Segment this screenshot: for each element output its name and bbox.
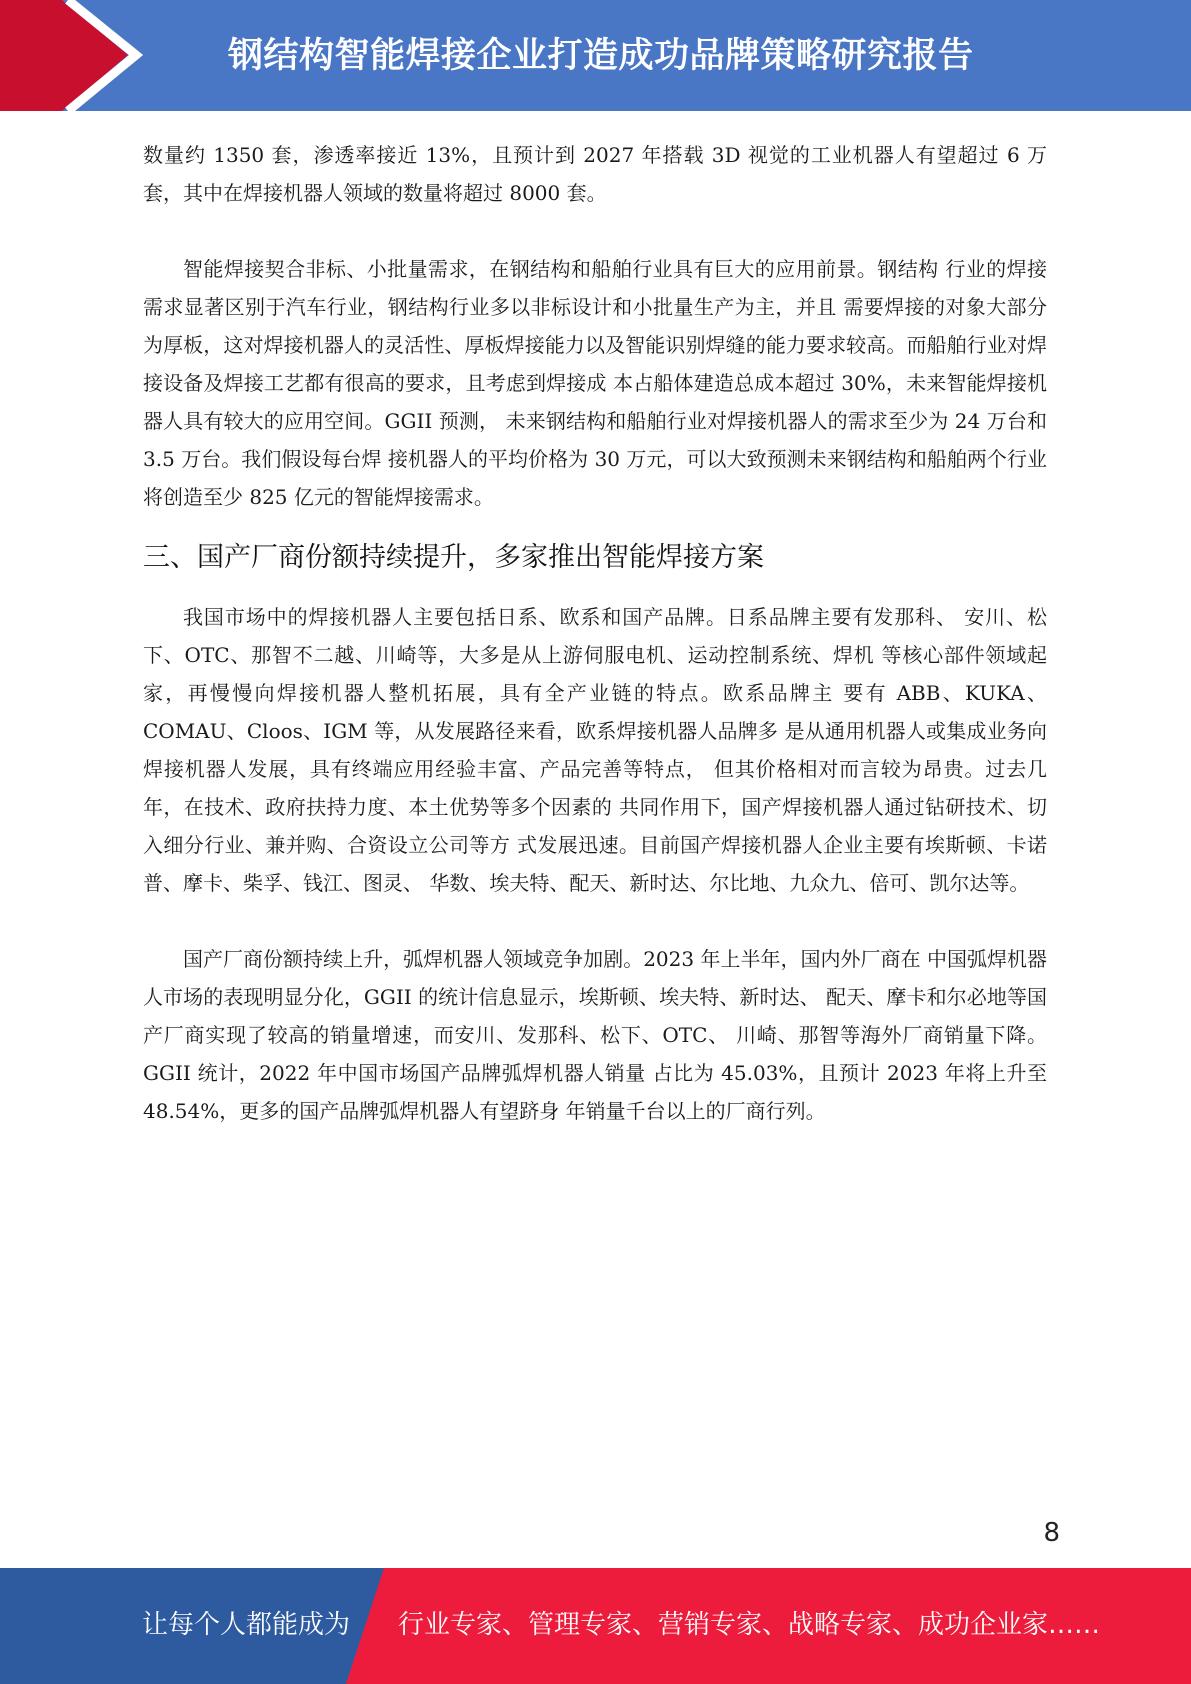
page-header: [0, 0, 1191, 111]
paragraph-domestic-share: 国产厂商份额持续上升，弧焊机器人领域竞争加剧。2023 年上半年，国内外厂商在 中国弧焊机器人市场的表现明显分化，GGII 的统计信息显示，埃斯顿、埃夫特、新时达、 配天、摩卡和尔必地等国产厂商实现了较高的销量增速，而安川、发那科、松下、OTC、 川崎、那智等海外厂商销量下降。GGII 统计，2022 年中国市场国产品牌弧焊机器人销量 占比为 45.03%，且预计 2023 年将上升至 48.54%，更多的国产品牌弧焊机器人有望跻身 年销量千台以上的厂商行列。: [143, 947, 1047, 1123]
page-body: [143, 136, 1047, 1130]
paragraph-spacer: [143, 212, 1047, 250]
page-footer: [0, 1568, 1191, 1684]
footer-slogan-right: 行业专家、管理专家、营销专家、战略专家、成功企业家……: [398, 1610, 1101, 1640]
footer-slogan-left: 让每个人都能成为: [142, 1610, 351, 1640]
paragraph-spacer: [143, 902, 1047, 940]
paragraph-smart-welding-demand: 智能焊接契合非标、小批量需求，在钢结构和船舶行业具有巨大的应用前景。钢结构 行业的焊接需求显著区别于汽车行业，钢结构行业多以非标设计和小批量生产为主，并且 需要焊接的对象大部分为厚板，这对焊接机器人的灵活性、厚板焊接能力以及智能识别焊缝的能力要求较高。而船舶行业对焊接设备及焊接工艺都有很高的要求，且考虑到焊接成 本占船体建造总成本超过 30%，未来智能焊接机器人具有较大的应用空间。GGII 预测， 未来钢结构和船舶行业对焊接机器人的需求至少为 24 万台和 3.5 万台。我们假设每台焊 接机器人的平均价格为 30 万元，可以大致预测未来钢结构和船舶两个行业将创造至少 825 亿元的智能焊接需求。: [143, 257, 1047, 509]
document-title: 钢结构智能焊接企业打造成功品牌策略研究报告: [228, 36, 974, 76]
paragraph-welding-robot-brands: 我国市场中的焊接机器人主要包括日系、欧系和国产品牌。日系品牌主要有发那科、 安川、松下、OTC、那智不二越、川崎等，大多是从上游伺服电机、运动控制系统、焊机 等核心部件领域起家，再慢慢向焊接机器人整机拓展，具有全产业链的特点。欧系品牌主 要有 ABB、KUKA、COMAU、Cloos、IGM 等，从发展路径来看，欧系焊接机器人品牌多 是从通用机器人或集成业务向焊接机器人发展，具有终端应用经验丰富、产品完善等特点， 但其价格相对而言较为昂贵。过去几年，在技术、政府扶持力度、本土优势等多个因素的 共同作用下，国产焊接机器人通过钻研技术、切入细分行业、兼并购、合资设立公司等方 式发展迅速。目前国产焊接机器人企业主要有埃斯顿、卡诺普、摩卡、柴孚、钱江、图灵、 华数、埃夫特、配天、新时达、尔比地、九众九、倍可、凯尔达等。: [143, 605, 1047, 895]
paragraph-3d-vision-robots: 数量约 1350 套，渗透率接近 13%，且预计到 2027 年搭载 3D 视觉的工业机器人有望超过 6 万套，其中在焊接机器人领域的数量将超过 8000 套。: [143, 143, 1047, 205]
page-number: 8: [1043, 1518, 1060, 1548]
section-heading-3: 三、国产厂商份额持续提升，多家推出智能焊接方案: [143, 542, 764, 573]
